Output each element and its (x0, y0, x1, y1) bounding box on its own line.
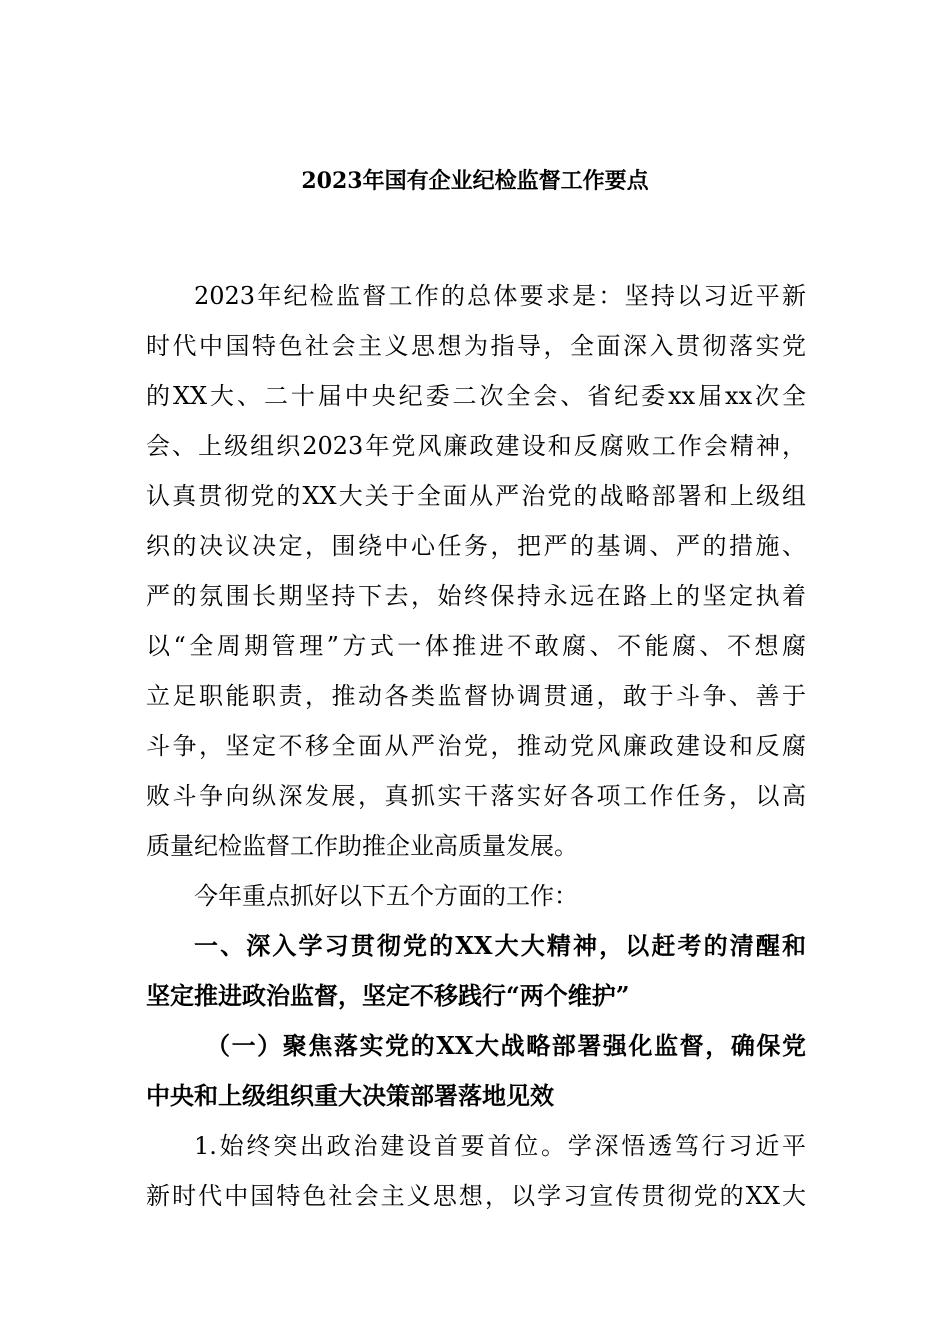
intro-line: 2023年纪检监督工作的总体要求是：坚持以习近平新 (194, 282, 806, 310)
heading-1-line: 坚定推进政治监督，坚定不移践行“两个维护” (146, 981, 630, 1010)
intro-line: 会、上级组织2023年党风廉政建设和反腐败工作会精神， (146, 432, 806, 460)
intro-line: 斗争，坚定不移全面从严治党，推动党风廉政建设和反腐 (146, 732, 806, 760)
heading-1-line: 一、深入学习贯彻党的XX大大精神，以赶考的清醒和 (194, 931, 806, 960)
document-title: 2023年国有企业纪检监督工作要点 (301, 168, 649, 194)
intro-line: 严的氛围长期坚持下去，始终保持永远在路上的坚定执着 (146, 582, 806, 610)
intro-line: 的XX大、二十届中央纪委二次全会、省纪委xx届xx次全 (146, 382, 806, 410)
intro-line: 质量纪检监督工作助推企业高质量发展。 (146, 832, 578, 860)
intro-line: 败斗争向纵深发展，真抓实干落实好各项工作任务，以高 (146, 782, 806, 810)
heading-1-1-line: （一）聚焦落实党的XX大战略部署强化监督，确保党 (206, 1031, 806, 1060)
intro-line: 以“全周期管理”方式一体推进不敢腐、不能腐、不想腐 (146, 632, 806, 660)
item-1-line: 新时代中国特色社会主义思想，以学习宣传贯彻党的XX大 (146, 1182, 806, 1210)
focus-line: 今年重点抓好以下五个方面的工作： (194, 882, 578, 910)
intro-line: 时代中国特色社会主义思想为指导，全面深入贯彻落实党 (146, 332, 806, 360)
heading-1-1-line: 中央和上级组织重大决策部署落地见效 (146, 1081, 554, 1110)
intro-line: 织的决议决定，围绕中心任务，把严的基调、严的措施、 (146, 532, 806, 560)
intro-line: 认真贯彻党的XX大关于全面从严治党的战略部署和上级组 (146, 482, 806, 510)
item-1-line: 1.始终突出政治建设首要首位。学深悟透笃行习近平 (194, 1132, 806, 1160)
intro-line: 立足职能职责，推动各类监督协调贯通，敢于斗争、善于 (146, 682, 806, 710)
